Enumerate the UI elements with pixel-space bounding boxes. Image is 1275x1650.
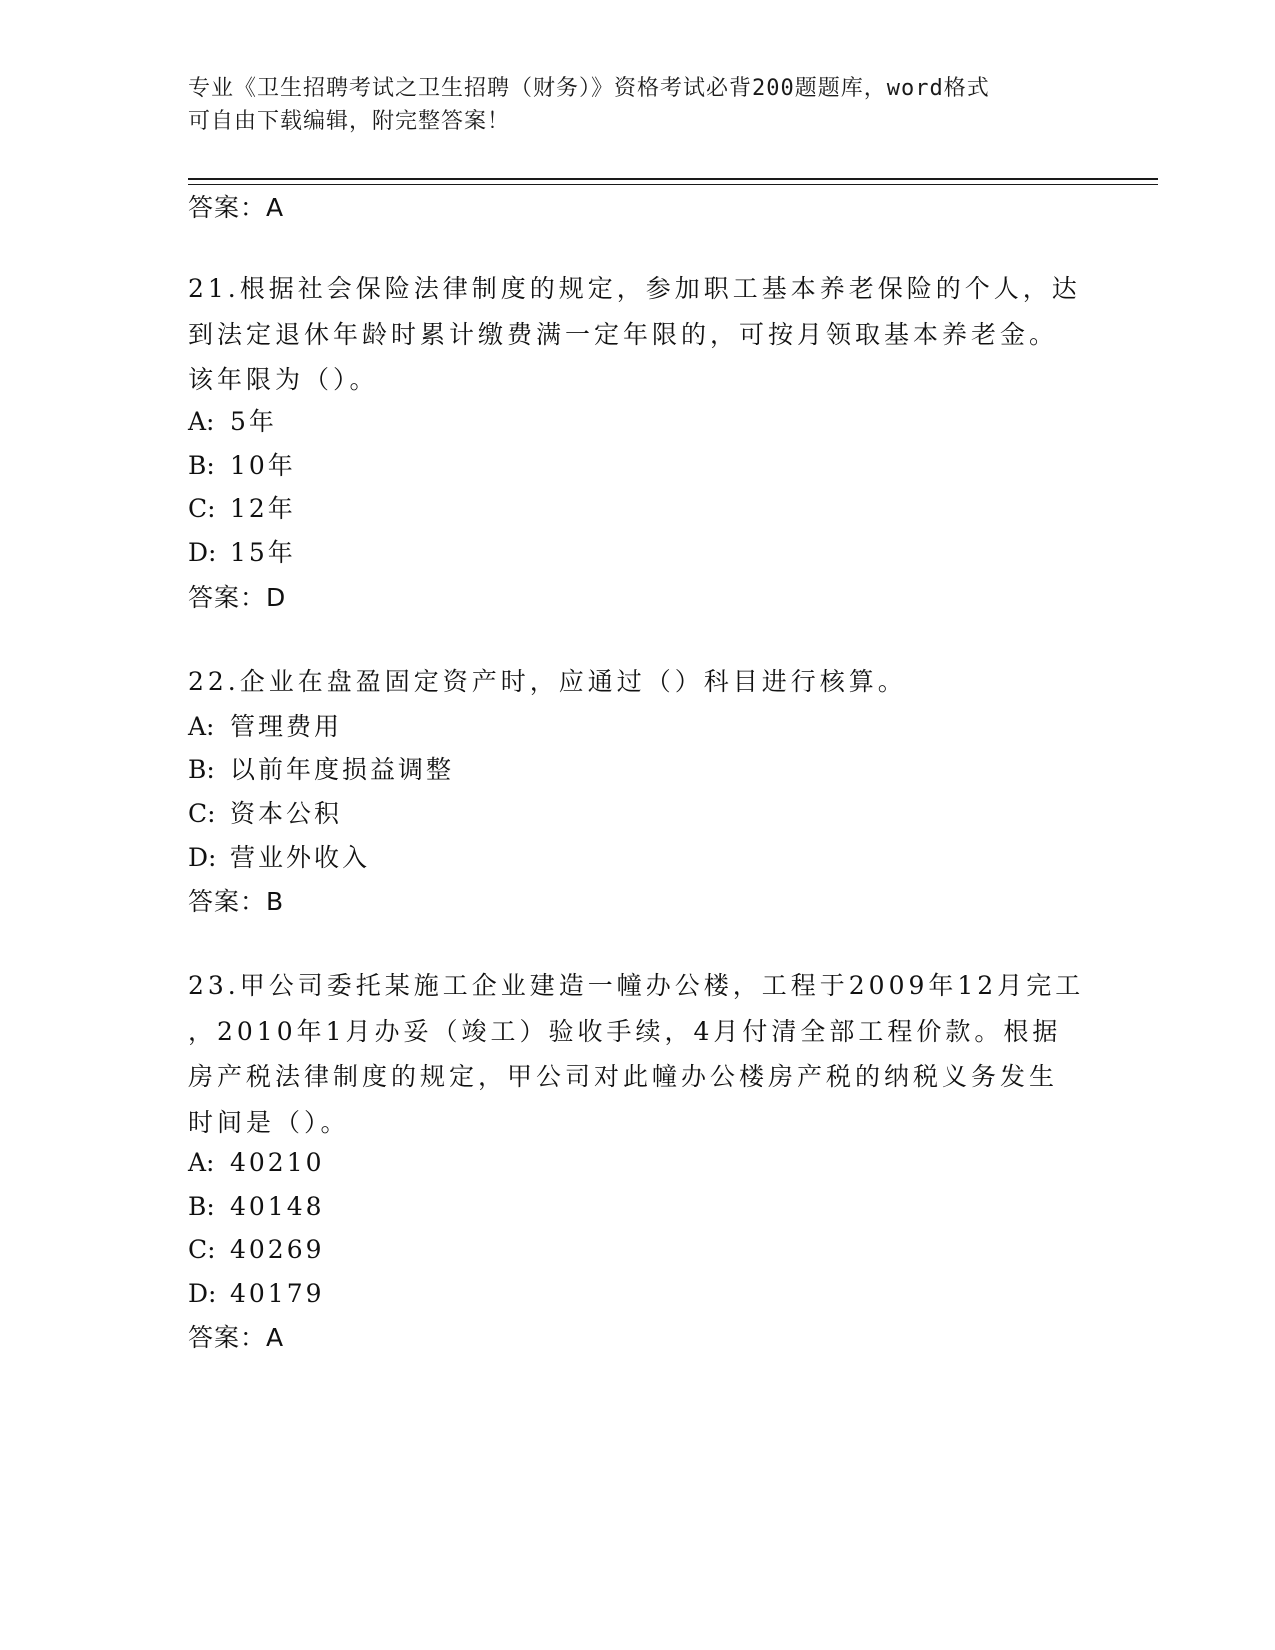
option-text: 40269 <box>230 1235 325 1264</box>
option-letter: B: <box>188 1192 215 1221</box>
option-text: 管理费用 <box>230 712 343 741</box>
question-23-option-b <box>188 1189 325 1225</box>
question-text-line: 21.根据社会保险法律制度的规定，参加职工基本养老保险的个人，达 <box>188 274 1081 303</box>
question-text-line: 23.甲公司委托某施工企业建造一幢办公楼，工程于2009年12月完工 <box>188 971 1085 1000</box>
option-text: 40179 <box>230 1279 325 1308</box>
option-text: 40148 <box>230 1192 325 1221</box>
question-text-line: 该年限为（）。 <box>188 365 379 394</box>
question-text-line: 22.企业在盘盈固定资产时，应通过（）科目进行核算。 <box>188 667 907 696</box>
option-text: 5年 <box>230 407 277 436</box>
option-letter: C: <box>188 494 216 523</box>
header-title-line-1: 专业《卫生招聘考试之卫生招聘（财务）》资格考试必背200题题库，word格式 <box>188 76 990 101</box>
question-text-line: 到法定退休年龄时累计缴费满一定年限的，可按月领取基本养老金。 <box>188 319 1059 349</box>
question-21-text <box>188 266 1081 403</box>
question-21-answer: 答案：D <box>188 583 287 612</box>
option-text: 40210 <box>230 1148 325 1177</box>
document-header <box>188 72 1088 138</box>
header-title-line-2: 可自由下载编辑，附完整答案！ <box>188 109 511 134</box>
option-letter: B: <box>188 451 215 480</box>
option-letter: D: <box>188 1279 217 1308</box>
question-23-option-d <box>188 1276 325 1312</box>
option-text: 营业外收入 <box>230 843 371 872</box>
question-text-line: 房产税法律制度的规定，甲公司对此幢办公楼房产税的纳税义务发生 <box>188 1062 1059 1091</box>
option-text: 12年 <box>230 494 296 523</box>
header-divider-thick <box>188 178 1158 180</box>
option-text: 以前年度损益调整 <box>230 755 455 784</box>
question-23-answer: 答案：A <box>188 1323 285 1352</box>
question-21-option-d <box>188 535 296 571</box>
question-22-text <box>188 659 907 705</box>
option-text: 资本公积 <box>230 799 343 828</box>
question-21-option-a <box>188 404 277 440</box>
question-22-option-c <box>188 796 342 832</box>
question-22-option-b <box>188 752 454 788</box>
question-23-option-c <box>188 1232 325 1268</box>
option-letter: A: <box>188 407 215 436</box>
header-divider-thin <box>188 184 1158 185</box>
question-22-option-a <box>188 709 342 745</box>
option-text: 15年 <box>230 538 296 567</box>
option-text: 10年 <box>230 451 296 480</box>
question-21-option-c <box>188 491 296 527</box>
question-22-answer: 答案：B <box>188 887 285 916</box>
option-letter: A: <box>188 1148 215 1177</box>
option-letter: D: <box>188 843 217 872</box>
question-text-line: ，2010年1月办妥（竣工）验收手续，4月付清全部工程价款。根据 <box>188 1016 1062 1046</box>
question-23-text <box>188 963 1084 1145</box>
previous-answer: 答案：A <box>188 193 285 222</box>
option-letter: B: <box>188 755 215 784</box>
option-letter: D: <box>188 538 217 567</box>
option-letter: A: <box>188 712 215 741</box>
question-23-option-a <box>188 1145 325 1181</box>
option-letter: C: <box>188 1235 216 1264</box>
question-21-option-b <box>188 448 296 484</box>
question-22-option-d <box>188 840 370 876</box>
option-letter: C: <box>188 799 216 828</box>
question-text-line: 时间是（）。 <box>188 1107 350 1137</box>
